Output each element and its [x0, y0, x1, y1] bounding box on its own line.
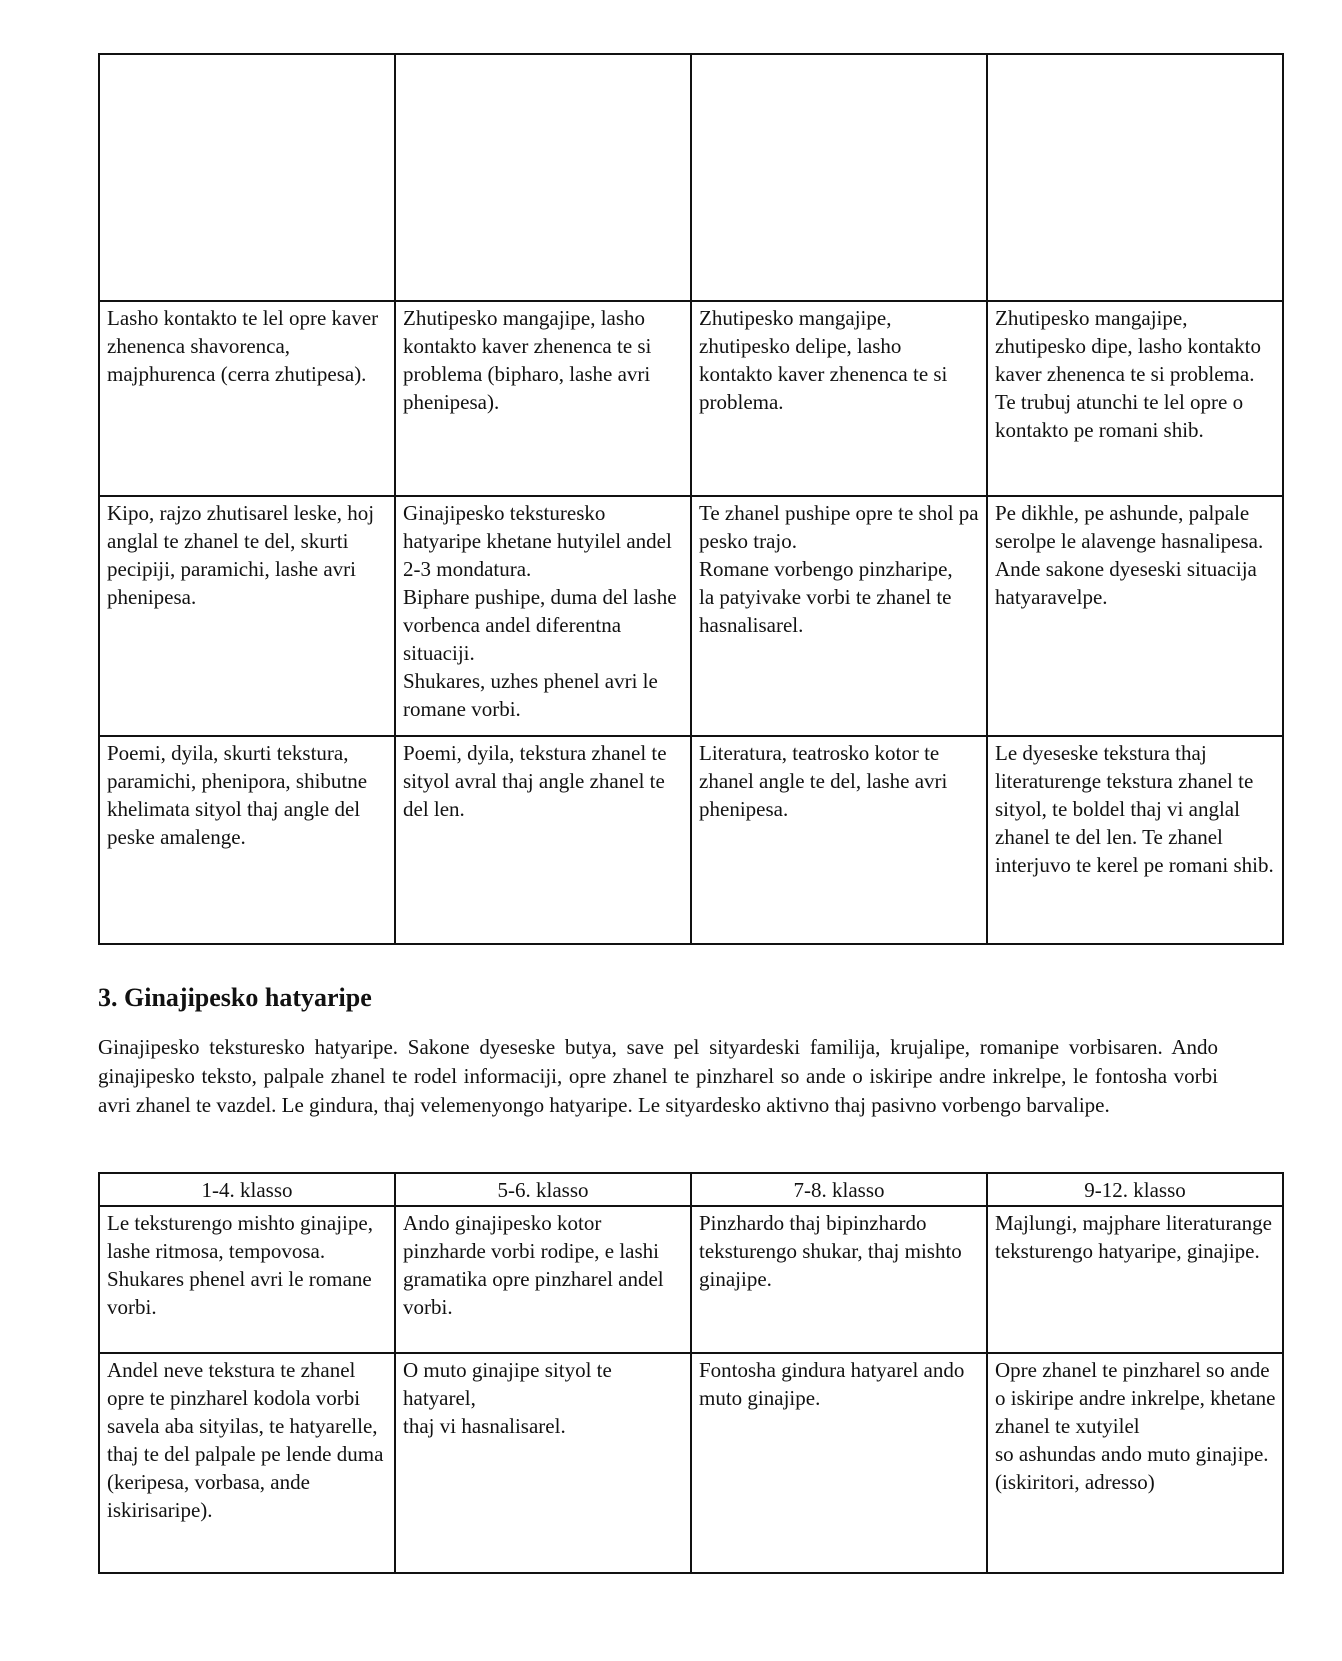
section-heading: 3. Ginajipesko hatyaripe — [98, 983, 372, 1012]
table-cell: Te zhanel pushipe opre te shol pa pesko trajo. Romane vorbengo pinzharipe, la patyivake vorbi te zhanel te hasnalisarel. — [691, 496, 987, 736]
table-cell: Poemi, dyila, tekstura zhanel te sityol avral thaj angle zhanel te del len. — [395, 736, 691, 944]
table-cell: O muto ginajipe sityol te hatyarel, thaj vi hasnalisarel. — [395, 1353, 691, 1573]
table-cell: Kipo, rajzo zhutisarel leske, hoj anglal te zhanel te del, skurti pecipiji, paramichi, lashe avri phenipesa. — [99, 496, 395, 736]
table-cell: Lasho kontakto te lel opre kaver zhenenca shavorenca, majphurenca (cerra zhutipesa). — [99, 301, 395, 496]
table-cell: Majlungi, majphare literaturange teksturengo hatyaripe, ginajipe. — [987, 1206, 1283, 1353]
table-row — [99, 1353, 1283, 1573]
table-cell: Pe dikhle, pe ashunde, palpale serolpe le alavenge hasnalipesa. Ande sakone dyeseski situacija hatyaravelpe. — [987, 496, 1283, 736]
column-header: 1-4. klasso — [99, 1173, 395, 1206]
table-row — [99, 54, 1283, 301]
table-row — [99, 736, 1283, 944]
table-cell: Pinzhardo thaj bipinzhardo teksturengo shukar, thaj mishto ginajipe. — [691, 1206, 987, 1353]
table-cell: Ando ginajipesko kotor pinzharde vorbi rodipe, e lashi gramatika opre pinzharel andel vorbi. — [395, 1206, 691, 1353]
table-cell — [691, 54, 987, 301]
table-cell: Opre zhanel te pinzharel so ande o iskiripe andre inkrelpe, khetane zhanel te xutyilel so ashundas ando muto ginajipe. (iskiritori, adresso) — [987, 1353, 1283, 1573]
table-cell: Zhutipesko mangajipe, lasho kontakto kaver zhenenca te si problema (bipharo, lashe avri phenipesa). — [395, 301, 691, 496]
table-cell: Literatura, teatrosko kotor te zhanel angle te del, lashe avri phenipesa. — [691, 736, 987, 944]
table-cell: Le teksturengo mishto ginajipe, lashe ritmosa, tempovosa. Shukares phenel avri le romane vorbi. — [99, 1206, 395, 1353]
table-cell: Zhutipesko mangajipe, zhutipesko delipe, lasho kontakto kaver zhenenca te si problema. — [691, 301, 987, 496]
column-header: 9-12. klasso — [987, 1173, 1283, 1206]
reading-comprehension-table — [98, 1172, 1284, 1574]
column-header: 7-8. klasso — [691, 1173, 987, 1206]
table-cell — [987, 54, 1283, 301]
table-cell — [395, 54, 691, 301]
table-cell: Fontosha gindura hatyarel ando muto ginajipe. — [691, 1353, 987, 1573]
table-cell: Ginajipesko teksturesko hatyaripe khetane hutyilel andel 2-3 mondatura. Biphare pushipe, duma del lashe vorbenca andel diferentna situaciji. Shukares, uzhes phenel avri le romane vorbi. — [395, 496, 691, 736]
table-cell: Poemi, dyila, skurti tekstura, paramichi, phenipora, shibutne khelimata sityol thaj angle del peske amalenge. — [99, 736, 395, 944]
table-row — [99, 1206, 1283, 1353]
column-header: 5-6. klasso — [395, 1173, 691, 1206]
table-cell — [99, 54, 395, 301]
table-cell: Andel neve tekstura te zhanel opre te pinzharel kodola vorbi savela aba sityilas, te hatyarelle, thaj te del palpale pe lende duma (keripesa, vorbasa, ande iskirisaripe). — [99, 1353, 395, 1573]
table-header-row — [99, 1173, 1283, 1206]
table-row — [99, 301, 1283, 496]
table-cell: Le dyeseske tekstura thaj literaturenge tekstura zhanel te sityol, te boldel thaj vi anglal zhanel te del len. Te zhanel interjuvo te kerel pe romani shib. — [987, 736, 1283, 944]
competency-table-top — [98, 53, 1284, 945]
table-row — [99, 496, 1283, 736]
section-paragraph: Ginajipesko teksturesko hatyaripe. Sakone dyeseske butya, save pel sityardeski familija, krujalipe, romanipe vorbisaren. Ando ginajipesko teksto, palpale zhanel te rodel informaciji, opre zhanel te pinzharel so ande o iskiripe andre inkrelpe, le fontosha vorbi avri zhanel te vazdel. Le gindura, thaj velemenyongo hatyaripe. Le sityardesko aktivno thaj pasivno vorbengo barvalipe. — [98, 1035, 1218, 1117]
table-cell: Zhutipesko mangajipe, zhutipesko dipe, lasho kontakto kaver zhenenca te si problema. Te trubuj atunchi te lel opre o kontakto pe romani shib. — [987, 301, 1283, 496]
